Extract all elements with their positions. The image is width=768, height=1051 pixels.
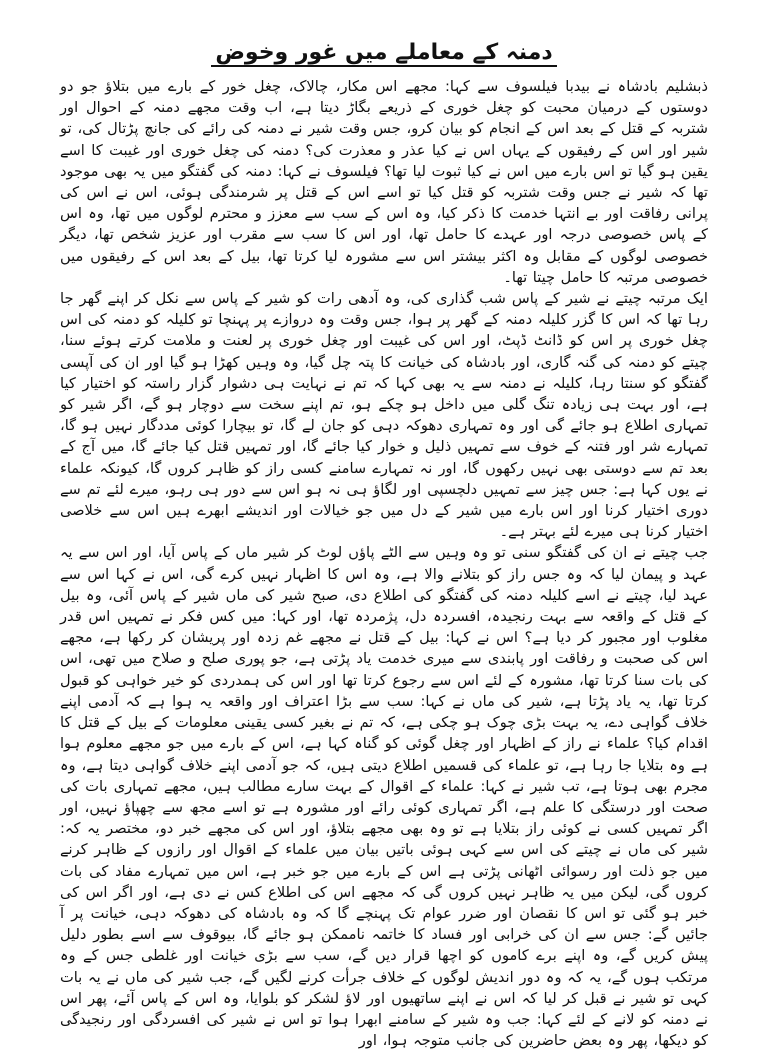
paragraph-1: ذبشلیم بادشاہ نے بیدبا فیلسوف سے کہا: مجھے اس مکار، چالاک، چغل خور کے بارے میں بتلاؤ جو دو دوستوں کے درمیان محبت کو چغل خوری کے ذریعے بگاڑ دیتا ہے، اب وقت مجھے دمنہ کے احوال اور شتربہ کے قتل کے بعد اس کے انجام کو بیان کرو، جس وقت شیر نے دمنہ کی رائے کی جانچ پڑتال کی، تو شیر اور اس کے رفیقوں کے یہاں اس نے کیا عذر و معذرت کی؟ دمنہ کی چغل خوری اور غیبت کا اسے یقین ہو گیا تو اس بارے میں اس نے کیا ثبوت لیا تھا؟ فیلسوف نے کہا: دمنہ کی گفتگو میں یہ بھی موجود تھا کہ شیر نے جس وقت شتربہ کو قتل کیا تو اسے اس کے قتل پر شرمندگی ہوئی، اس نے اس کی پرانی رفاقت اور بے انتہا خدمت کا ذکر کیا، وہ اس کے سب سے معزز و محترم لوگوں میں تھا، وہ اس کے پاس خصوصی درجہ اور عہدے کا حامل تھا، اور اس کا سب سے مقرب اور عزیز شخص تھا، دیگر خصوصی لوگوں کے مقابل وہ اکثر بیشتر اس سے مشورہ لیا کرتا تھا، بیل کے بعد اس کے رفیقوں میں خصوصی مرتبہ کا حامل چیتا تھا۔ bbox=[60, 78, 708, 286]
page-title-text: دمنہ کے معاملے میں غور وخوض bbox=[211, 40, 556, 67]
paragraph-3: جب چیتے نے ان کی گفتگو سنی تو وہ وہیں سے الٹے پاؤں لوٹ کر شیر ماں کے پاس آیا، اور اس سے یہ عہد و پیمان لیا کہ وہ جس راز کو بتلانے والا ہے، وہ اس کا اظہار نہیں کرے گی، اس نے کہا اس سے عہد لیا، چیتے نے اسے کلیلہ دمنہ کی گفتگو کی اطلاع دی، صبح شیر کی ماں شیر کے پاس آئی، وہ بیل کے قتل کے واقعہ سے بہت رنجیدہ، افسردہ دل، پژمردہ تھا، اور کہا: میں کس فکر نے تمہیں اس قدر مغلوب اور مجبور کر دیا ہے؟ اس نے کہا: بیل کے قتل نے مجھے غم زدہ اور پریشان کر رکھا ہے، مجھے اس کی صحبت و رفاقت اور پابندی سے میری خدمت یاد پڑتی ہے، جو پوری صلح و صلاح میں تھی، اس کی بات سنا کرتا تھا، مشورہ کے لئے اس سے رجوع کرتا تھا اور اس کی ہمدردی کو خیر خواہی کو قبول کرتا تھا، یہ یاد پڑتا ہے، شیر کی ماں نے کہا: سب سے بڑا اعتراف اور واقعہ یہ ہوا ہے کہ آدمی اپنے خلاف گواہی دے، یہ بہت بڑی چوک ہو چکی ہے، کہ تم نے بغیر کسی یقینی معلومات کے بیل کے قتل کا اقدام کیا؟ علماء نے راز کے اظہار اور چغل گوئی کو گناہ کہا ہے، اس کے بارے میں جو مجھے معلوم ہوا ہے وہ بتلایا جا رہا ہے، تو علماء کی قسمیں اطلاع دیتی ہیں، کہ جو آدمی اپنے خلاف گواہی دیتا ہے، وہ مجرم بھی ہوتا ہے، تب شیر نے کہا: علماء کے اقوال کے بہت سارے مطالب ہیں، مجھے تمہاری بات کی صحت اور درستگی کا علم ہے، اگر تمہاری کوئی رائے اور مشورہ ہے تو اسے مجھ سے چھپاؤ نہیں، اور اگر تمہیں کسی نے کوئی راز بتلایا ہے تو وہ بھی مجھے بتلاؤ، اور اس کی مجھے خبر دو، مختصر یہ کہ: شیر کی ماں نے چیتے کی اس سے کہی ہوئی باتیں بیان میں علماء کے اقوال اور رازوں کے ظاہر کرنے میں جو ذلت اور رسوائی اٹھانی پڑتی ہے اس کے بارے میں جو خبر ہے، اس میں تمہارے مفاد کی بات کروں گی، لیکن میں یہ ظاہر نہیں کروں گی کہ مجھے اس کی اطلاع کس نے دی ہے، اور اگر اس کی خبر ہو گئی تو اس کا نقصان اور ضرر عوام تک پہنچے گا کہ وہ بادشاہ کی دھوکہ دہی، خیانت پر آ جائیں گے: جس سے ان کی خرابی اور فساد کا خاتمہ ناممکن ہو جائے گا، بیوقوف سے اسے بطور دلیل پیش کریں گے، وہ اپنے برے کاموں کو اچھا قرار دیں گے، سب سے بڑی خیانت اور غلطی جس کے وہ مرتکب ہوں گے، یہ کہ وہ دور اندیش لوگوں کے خلاف جرأت کرنے لگیں گے، جب شیر کی ماں نے یہ بات کہی تو شیر نے قبل کر لیا کہ اس نے اپنے ساتھیوں اور لاؤ لشکر کو بلوایا، وہ اس کے پاس آئے، پھر اس نے دمنہ کو لانے کے لئے کہا: جب وہ شیر کے سامنے ابھرا ہوا تو اس نے شیر کی افسردگی اور رنجیدگی کو دیکھا، پھر وہ بعض حاضرین کی جانب متوجہ ہوا، اور bbox=[60, 544, 708, 1050]
document-page bbox=[60, 36, 708, 1050]
page-title bbox=[60, 36, 708, 70]
paragraph-2: ایک مرتبہ چیتے نے شیر کے پاس شب گذاری کی، وہ آدھی رات کو شیر کے پاس سے نکل کر اپنے گھر جا رہا تھا کہ اس کا گزر کلیلہ دمنہ کے گھر پر ہوا، جس وقت وہ دروازے پر پہنچا تو کلیلہ کو دمنہ کی اس چغل خوری پر اس کو ڈانٹ ڈپٹ، اور اس کی غیبت اور چغل خوری پر لعنت و ملامت کرتے ہوئے سنا، چیتے کو دمنہ کی گنہ گاری، اور بادشاہ کی خیانت کا پتہ چل گیا، وہ وہیں کھڑا ہو گیا اور ان کی آپسی گفتگو کو سنتا رہا، کلیلہ نے دمنہ سے یہ بھی کہا کہ تم نے نہایت ہی دشوار گزار راستہ کو اختیار کیا ہے، اور بہت ہی زیادہ تنگ گلی میں داخل ہو چکے ہو، تم اپنے سخت سے دوچار ہو گے، اگر شیر کو تمہاری اطلاع ہو جائے گی اور وہ تمہاری دھوکہ دہی کو جان لے گا، تو بیچارا کوئی مددگار نہیں ہو گا، تمہارے شر اور فتنہ کے خوف سے تمہیں ذلیل و خوار کیا جائے گا، اور تمہیں قتل کیا جائے گا، میں آج کے بعد تم سے دوستی بھی نہیں رکھوں گا، اور نہ تمہارے سامنے کسی راز کو ظاہر کروں گا، کیونکہ علماء نے یوں کہا ہے: جس چیز سے تمہیں دلچسپی اور لگاؤ ہی نہ ہو اس سے دور ہی رہو، میرے لئے تم سے دوری اختیار کرنا اور اس بارے میں شیر کے دل میں جو خیالات اور اندیشے ابھرے ہیں اس سے خلاصی اختیار کرنا ہی میرے لئے بہتر ہے۔ bbox=[60, 290, 708, 541]
